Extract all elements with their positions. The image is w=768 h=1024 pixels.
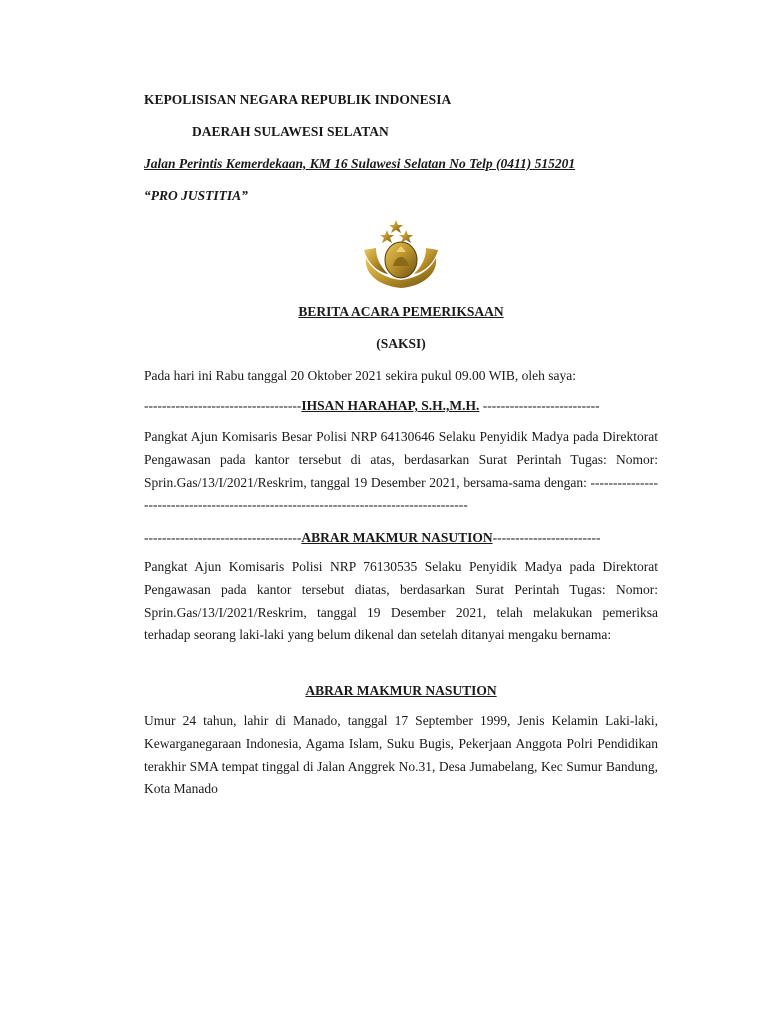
witness-name: ABRAR MAKMUR NASUTION	[305, 683, 497, 698]
motto: “PRO JUSTITIA”	[144, 188, 248, 203]
investigator2-name: ABRAR MAKMUR NASUTION	[301, 530, 493, 545]
region-name: DAERAH SULAWESI SELATAN	[192, 124, 389, 139]
dashes-right: ------------------------	[492, 530, 601, 545]
dashes-left: -----------------------------------	[144, 530, 302, 545]
investigator1-heading	[144, 398, 658, 414]
witness-paragraph: Umur 24 tahun, lahir di Manado, tanggal 17 September 1999, Jenis Kelamin Laki-laki, Kewarganegaraan Indonesia, Agama Islam, Suku Bugis, Pekerjaan Anggota Polri Pendidikan terakhir SMA tempat tinggal di Jalan Anggrek No.31, Desa Jumabelang, Kec Sumur Bandung, Kota Manado	[144, 713, 658, 797]
address-line: Jalan Perintis Kemerdekaan, KM 16 Sulawesi Selatan No Telp (0411) 515201	[144, 156, 576, 171]
dashes-left: -----------------------------------	[144, 398, 302, 413]
document-subtitle: (SAKSI)	[376, 336, 426, 351]
dashes-right: --------------------------	[482, 398, 600, 413]
police-emblem-icon	[356, 218, 446, 290]
document-title: BERITA ACARA PEMERIKSAAN	[298, 304, 504, 319]
investigator1-name: IHSAN HARAHAP, S.H.,M.H.	[301, 398, 480, 413]
org-name: KEPOLISISAN NEGARA REPUBLIK INDONESIA	[144, 92, 452, 107]
investigator1-paragraph: Pangkat Ajun Komisaris Besar Polisi NRP 64130646 Selaku Penyidik Madya pada Direktorat Pengawasan pada kantor tersebut di atas, berdasarkan Surat Perintah Tugas: Nomor: Sprin.Gas/13/I/2021/Reskrim, tanggal 19 Desember 2021, bersama-sama dengan: ---------------------------------------------------------------------------------------	[144, 429, 658, 513]
investigator2-heading	[144, 530, 658, 546]
investigator2-paragraph: Pangkat Ajun Komisaris Polisi NRP 76130535 Selaku Penyidik Madya pada Direktorat Pengawasan pada kantor tersebut diatas, berdasarkan Surat Perintah Tugas: Nomor: Sprin.Gas/13/I/2021/Reskrim, tanggal 19 Desember 2021, telah melakukan pemeriksa terhadap seorang laki-laki yang belum dikenal dan setelah ditanyai mengaku bernama:	[144, 559, 658, 643]
intro-text: Pada hari ini Rabu tanggal 20 Oktober 2021 sekira pukul 09.00 WIB, oleh saya:	[144, 368, 577, 383]
